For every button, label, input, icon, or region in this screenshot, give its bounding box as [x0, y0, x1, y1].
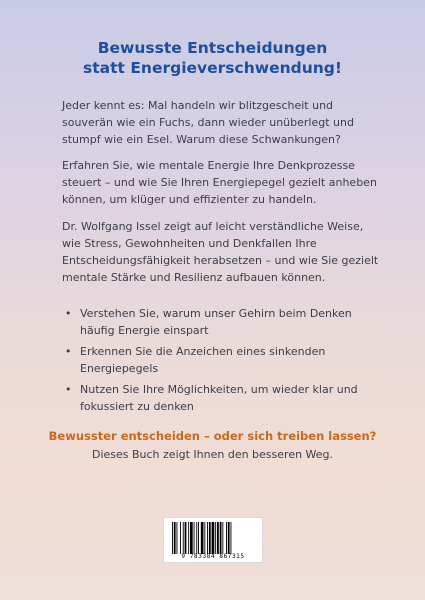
- headline: [0, 38, 425, 78]
- barcode-bar: [226, 522, 227, 554]
- list-item: [62, 343, 382, 377]
- barcode-bar: [212, 522, 215, 554]
- barcode-bar: [231, 522, 232, 554]
- barcode-bar: [201, 522, 204, 554]
- barcode-bar: [220, 522, 222, 554]
- headline-line-1: Bewusste Entscheidungen: [97, 39, 328, 57]
- barcode-bar: [209, 522, 211, 554]
- barcode-bar: [196, 522, 197, 554]
- barcode-bar: [183, 522, 184, 554]
- barcode-bar: [217, 522, 219, 554]
- barcode-bar: [207, 522, 208, 554]
- barcode-bar: [204, 522, 205, 554]
- isbn-number: 9 783384 867315: [181, 553, 245, 560]
- sub-line: Dieses Buch zeigt Ihnen den besseren Weg.: [91, 448, 334, 461]
- list-item-text: Erkennen Sie die Anzeichen eines sinkenden Energiepegels: [80, 345, 326, 375]
- claim-line: Bewusster entscheiden – oder sich treiben lassen?: [48, 429, 377, 443]
- benefit-list: [62, 305, 382, 419]
- headline-line-2: statt Energieverschwendung!: [83, 59, 342, 77]
- barcode-bar: [228, 522, 230, 554]
- barcode-bar: [180, 522, 181, 554]
- barcode-bar: [174, 522, 176, 554]
- intro-paragraph: Jeder kennt es: Mal handeln wir blitzgescheit und souverän wie ein Fuchs, dann wieder unüberlegt und stumpf wie ein Esel. Warum diese Schwankungen?: [62, 99, 354, 146]
- barcode-bar: [215, 522, 216, 554]
- barcode-bar: [188, 522, 189, 554]
- barcode-bar: [190, 522, 193, 554]
- isbn-barcode: [163, 517, 263, 563]
- barcode-bar: [185, 522, 187, 554]
- energy-paragraph: Erfahren Sie, wie mentale Energie Ihre Denkprozesse steuert – und wie Sie Ihren Energiepegel gezielt anheben können, um klüger und effizienter zu handeln.: [62, 159, 377, 206]
- author-paragraph: Dr. Wolfgang Issel zeigt auf leicht verständliche Weise, wie Stress, Gewohnheiten und Denkfallen Ihre Entscheidungsfähigkeit herabsetzen – und wie Sie gezielt mentale Stärke und Resilienz aufbauen können.: [62, 220, 379, 284]
- list-item-text: Nutzen Sie Ihre Möglichkeiten, um wieder klar und fokussiert zu denken: [80, 383, 358, 413]
- barcode-bar: [198, 522, 199, 554]
- barcode-bar: [194, 522, 195, 554]
- bullet-icon: •: [65, 383, 72, 396]
- list-item-text: Verstehen Sie, warum unser Gehirn beim Denken häufig Energie einspart: [80, 307, 352, 337]
- barcode-bar: [222, 522, 223, 554]
- bullet-icon: •: [65, 345, 72, 358]
- barcode-bar: [177, 522, 178, 554]
- list-item: [62, 381, 382, 415]
- list-item: [62, 305, 382, 339]
- bullet-icon: •: [65, 307, 72, 320]
- barcode-bar: [172, 522, 173, 554]
